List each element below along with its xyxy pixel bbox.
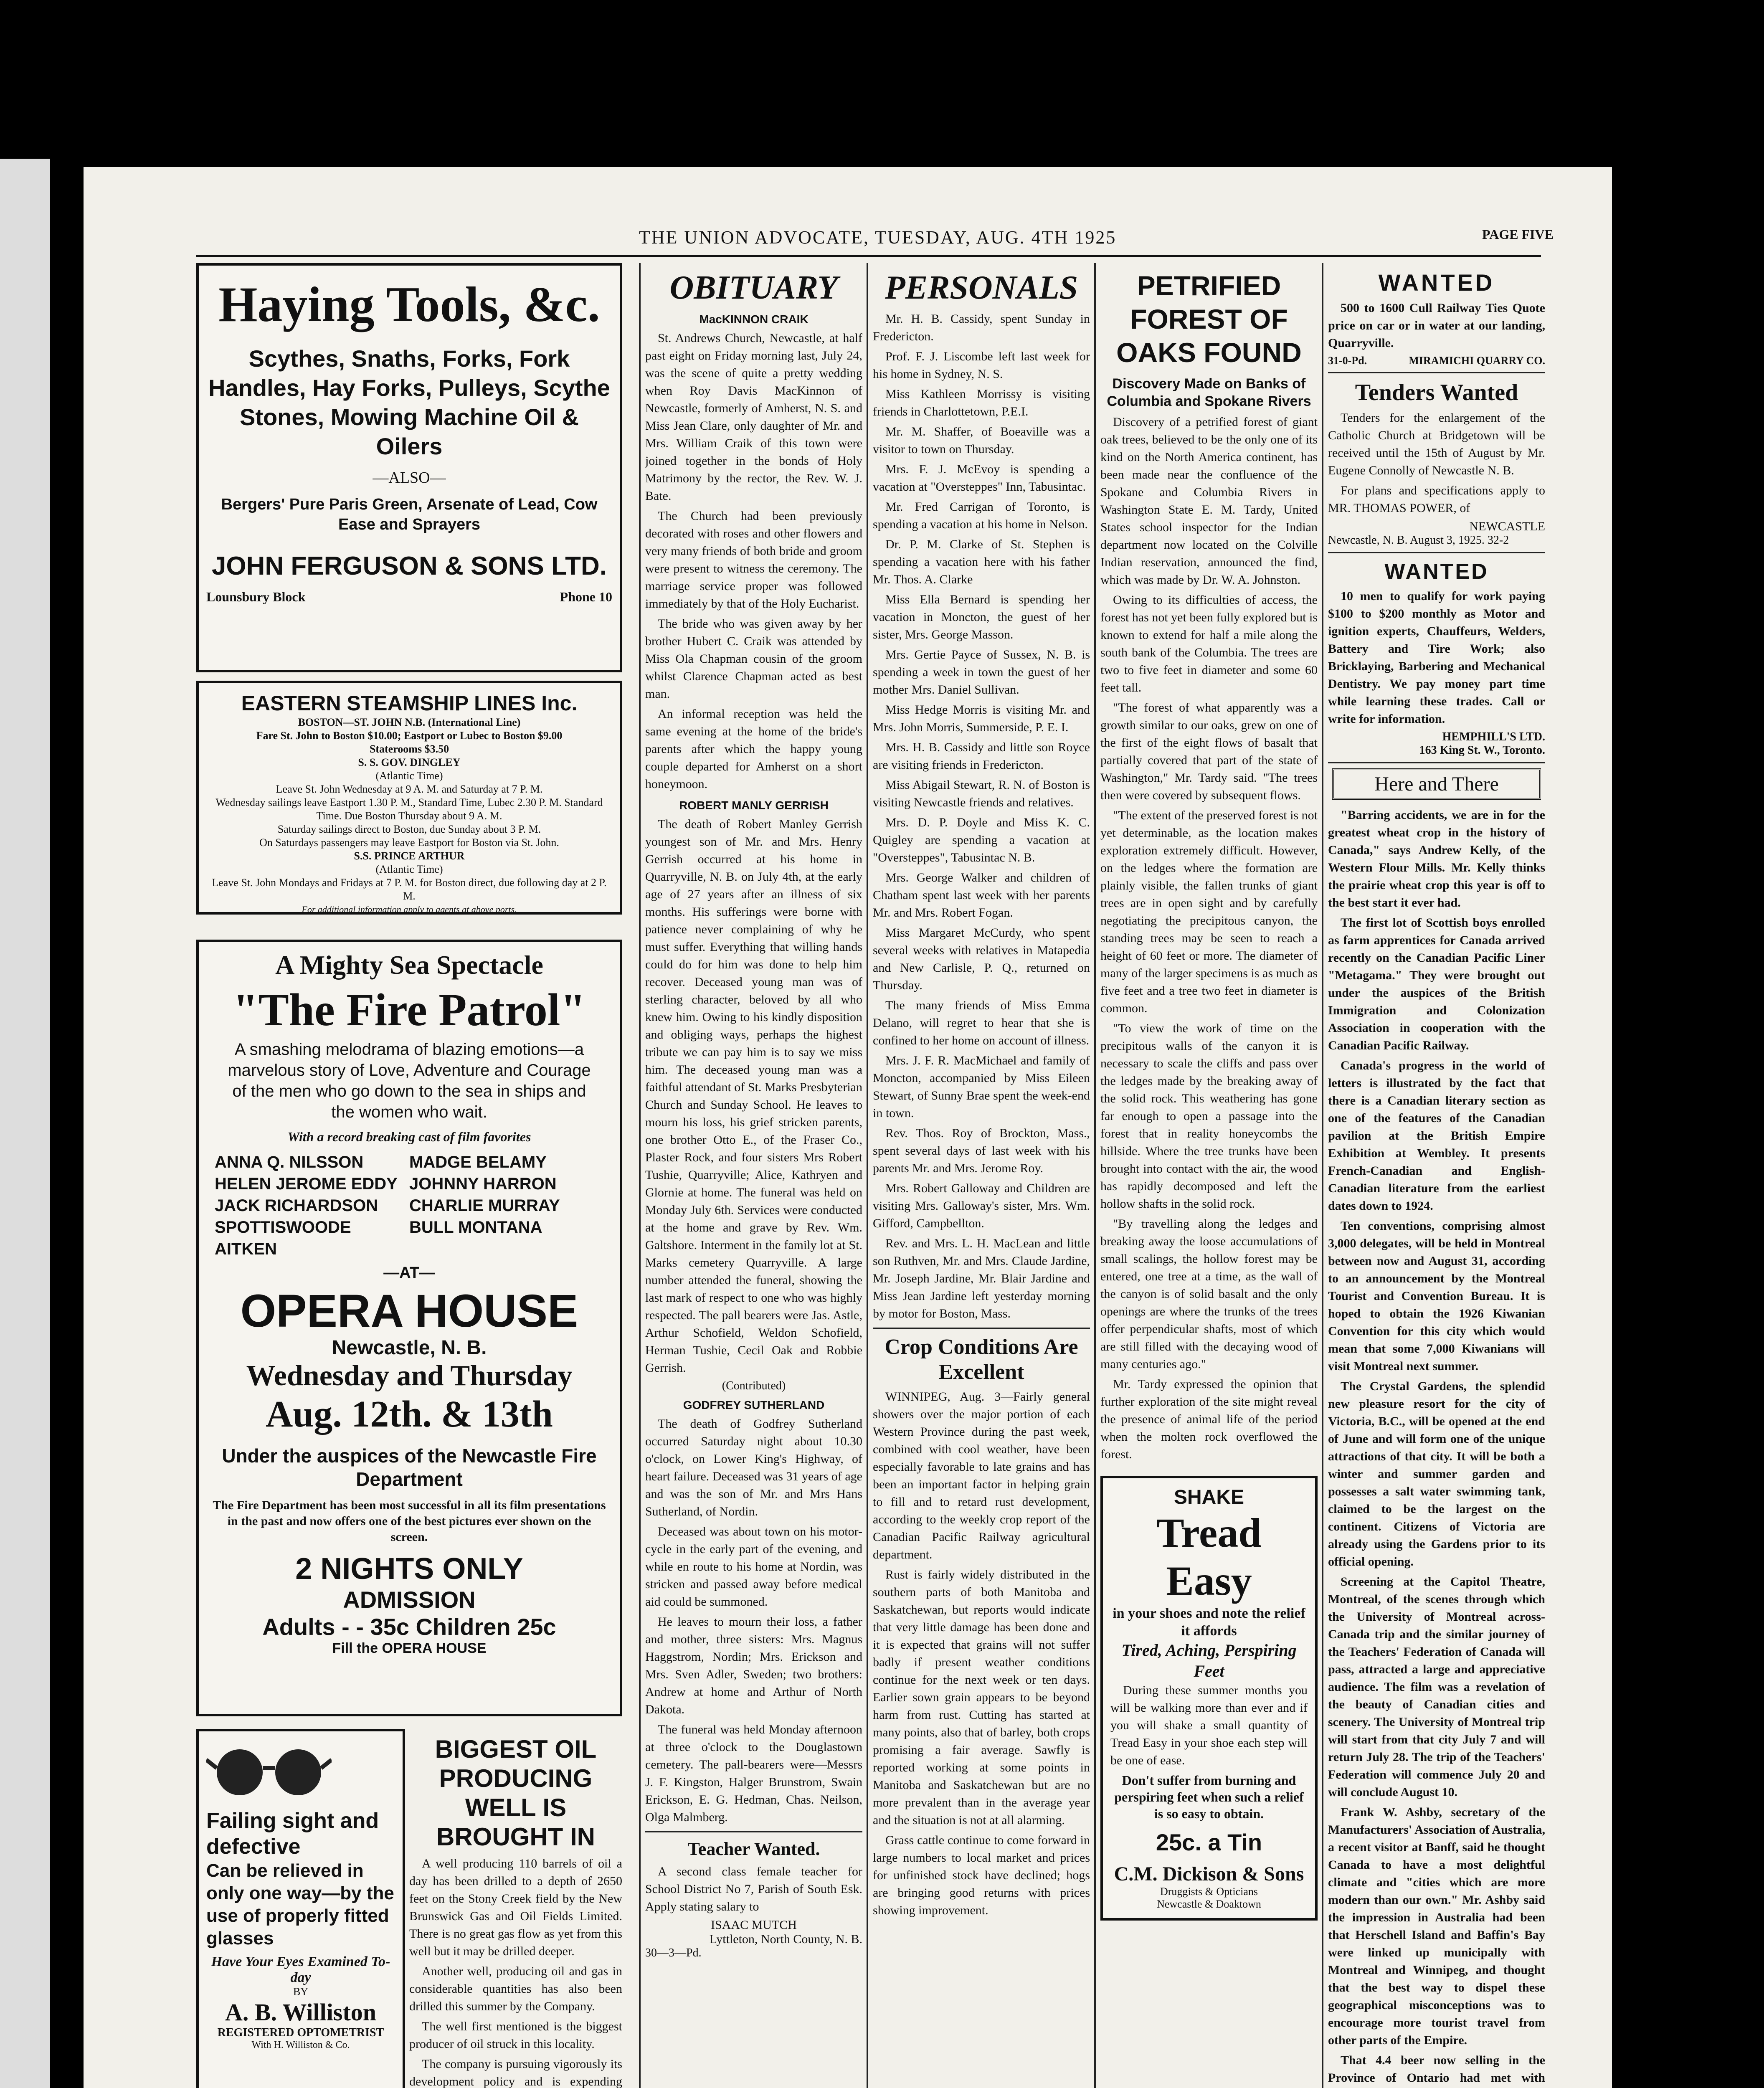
ad-opt-line2: Can be relieved in only one way—by the use of properly fitted glasses: [206, 1860, 394, 1949]
ad-tread-warn: Don't suffer from burning and perspiring feet when such a relief is so easy to obtain.: [1114, 1773, 1304, 1821]
personal-item: Prof. F. J. Liscombe left last week for his home in Sydney, N. S.: [873, 350, 1090, 381]
ad-opt-name: A. B. Williston: [225, 1999, 377, 2026]
ad-tread-loc: Newcastle & Doaktown: [1157, 1898, 1261, 1910]
here-item: Canada's progress in the world of letters is illustrated by the fact that there is a Canadian literary section as one of the features of the Canadian pavilion at the British Empire Exhibition at Wembley. It presents French-Canadian and English-Canadian literature from the earliest dates down to 1924.: [1328, 1059, 1545, 1213]
teacher-body: A second class female teacher for School District No 7, Parish of South Esk. Apply stating salary to: [645, 1865, 862, 1913]
forest-p7: Mr. Tardy expressed the opinion that further exploration of the site might reveal the presence of animal life of the period when the molten rock overflowed the forest.: [1100, 1377, 1318, 1461]
wanted1-company: MIRAMICHI QUARRY CO.: [1409, 355, 1545, 367]
here-and-there-title: Here and There: [1374, 773, 1499, 795]
personal-item: Mrs. Gertie Payce of Sussex, N. B. is spending a week in town the guest of her mother Mrs. Daniel Sullivan.: [873, 648, 1090, 697]
ad-opt-title: REGISTERED OPTOMETRIST: [217, 2026, 384, 2039]
ad-steamship: [196, 681, 622, 915]
personal-item: Dr. P. M. Clarke of St. Stephen is spending a vacation here with his father Mr. Thos. A. Clarke: [873, 537, 1090, 586]
divider: [1328, 372, 1545, 373]
crop-p1: WINNIPEG, Aug. 3—Fairly general showers over the major portion of each Western Province during the past week, combined with cool weather, have been especially favorable to late grains and has been an important factor in helping grain to fill and to retard rust development, according to the weekly crop report of the Canadian Pacific Railway agricultural department.: [873, 1390, 1090, 1561]
teacher-headline: Teacher Wanted.: [687, 1839, 820, 1859]
ad-opt-by: BY: [293, 1986, 309, 1998]
personals-header: PERSONALS: [885, 269, 1078, 306]
personal-item: Mr. M. Shaffer, of Boeaville was a visitor to town on Thursday.: [873, 425, 1090, 456]
ad-fire-dates: Aug. 12th. & 13th: [266, 1394, 553, 1435]
personal-item: Miss Kathleen Morrissy is visiting friends in Charlottetown, P.E.I.: [873, 387, 1090, 418]
wanted1-headline: WANTED: [1378, 269, 1495, 296]
ad-steamship-ship2: S.S. PRINCE ARTHUR: [354, 850, 465, 862]
ad-steamship-sched2: Wednesday sailings leave Eastport 1.30 P. M., Standard Time, Lubec 2.30 P. M. Standard Time. Due Boston Thursday about 9 A. M.: [215, 796, 603, 822]
forest-p4: "The extent of the preserved forest is not yet determinable, as the location makes exploration extremely difficult. However, on the ledges where the formation are plainly visible, the fallen trunks of giant trees are in open sight and by carefully negotiating the precipitous canyon, the standing trees may be seen to reach a height of 60 feet or more. The diameter of many of the larger specimens is as much as five feet and a tree two feet in diameter is common.: [1100, 808, 1318, 1015]
cast-member: JACK RICHARDSON: [215, 1196, 378, 1215]
ad-fire-patrol: [196, 940, 622, 1716]
divider: [1328, 552, 1545, 553]
column-divider: [1322, 263, 1323, 2088]
ad-fire-fill: Fill the OPERA HOUSE: [332, 1640, 487, 1656]
masthead-title: THE UNION ADVOCATE, TUESDAY, AUG. 4TH 1925: [639, 227, 1117, 248]
ad-tread-sub: Druggists & Opticians: [1160, 1885, 1258, 1898]
cast-member: JOHNNY HARRON: [409, 1175, 557, 1193]
ad-tread-easy: [1100, 1476, 1318, 1921]
here-item: That 4.4 beer now selling in the Province of Ontario had met with: [1328, 2053, 1545, 2085]
eyeglasses-icon: [206, 1743, 332, 1802]
personal-item: Miss Abigail Stewart, R. N. of Boston is visiting Newcastle friends and relatives.: [873, 778, 1090, 809]
tenders-plans: For plans and specifications apply to MR. THOMAS POWER, of: [1328, 484, 1545, 515]
ad-tread-company: C.M. Dickison & Sons: [1114, 1863, 1304, 1885]
ad-haying-company: JOHN FERGUSON & SONS LTD.: [211, 552, 607, 580]
ad-tread-into: in your shoes and note the relief it affords: [1113, 1606, 1305, 1639]
teacher-addr: Lyttleton, North County, N. B.: [709, 1932, 862, 1946]
forest-p3: "The forest of what apparently was a growth similar to our oaks, grew on one of the first of the eight flows of basalt that partially covered that part of the state of Washington," Mr. Tardy said. "The trees then were covered by subsequent flows.: [1100, 701, 1318, 802]
here-item: "Barring accidents, we are in for the greatest wheat crop in the history of Canada," says Andrew Kelly, of the Western Flour Mills. Mr. Kelly thinks the prairie wheat crop this year is off to the best start it ever had.: [1328, 808, 1545, 910]
personal-item: Mrs. H. B. Cassidy and little son Royce are visiting friends in Fredericton.: [873, 740, 1090, 772]
here-item: The first lot of Scottish boys enrolled as farm apprentices for Canada arrived recently on the Canadian Pacific Liner "Metagama." They were brought out under the auspices of the British Immigration and Colonization Association in cooperation with the Canadian Pacific Railway.: [1328, 916, 1545, 1052]
forest-headline: PETRIFIED FOREST OF OAKS FOUND: [1116, 270, 1302, 368]
personal-item: Mrs. J. F. R. MacMichael and family of Moncton, accompanied by Miss Eileen Stewart, of Sunny Brae spent the week-end in town.: [873, 1054, 1090, 1120]
masthead: [113, 223, 1554, 253]
forest-p1: Discovery of a petrified forest of giant oak trees, believed to be the only one of its kind on the North America continent, has been made near the confluence of the Spokane and Columbia Rivers in Washington State E. M. Tardy, United States school inspector for the Indian department now located on the Colville Indian reservation, announced the find, which was made by Dr. W. A. Johnston.: [1100, 415, 1318, 587]
ad-fire-pre: A Mighty Sea Spectacle: [275, 950, 543, 980]
ad-fire-nights: 2 NIGHTS ONLY: [295, 1552, 523, 1586]
ad-fire-note: The Fire Department has been most successful in all its film presentations in the past and now offers one of the best pictures ever shown on the screen.: [213, 1498, 606, 1544]
ad-haying-items: Scythes, Snaths, Forks, Fork Handles, Hay Forks, Pulleys, Scythe Stones, Mowing Machine Oil & Oilers: [208, 345, 610, 459]
wanted2-company: HEMPHILL'S LTD.: [1442, 730, 1545, 743]
wanted1-ref: 31-0-Pd.: [1328, 355, 1367, 367]
here-item: Frank W. Ashby, secretary of the Manufacturers' Association of Australia, a recent visitor at Banff, said he thought Canada to have a most delightful climate and "cities which are more modern than our own." Mr. Ashby said the impression in Australia had been that Herschell Island and Baffin's Bay were linked up municipally with Montreal and Winnipeg, and thought that the best way to dispel these geographical misconceptions was to encourage more tourist travel from other parts of the Empire.: [1328, 1805, 1545, 2047]
ad-steamship-sched1: Leave St. John Wednesday at 9 A. M. and Saturday at 7 P. M.: [276, 783, 543, 795]
ad-steamship-ship1-note: (Atlantic Time): [375, 770, 443, 782]
ad-fire-prices: Adults - - 35c Children 25c: [262, 1614, 556, 1640]
obituary-p7: Deceased was about town on his motor-cycle in the early part of the evening, and while en route to his home at Nordin, was stricken and passed away before medical aid could be summoned.: [645, 1525, 862, 1609]
obituary-sub2: ROBERT MANLY GERRISH: [679, 799, 829, 812]
obituary-p3: The bride who was given away by her brother Hubert C. Craik was attended by Miss Ola Chapman cousin of the groom whilst Clarence Chapman acted as best man.: [645, 617, 862, 701]
personal-item: Mrs. Robert Galloway and Children are visiting Mrs. Galloway's sister, Mrs. Wm. Gifford, Campbellton.: [873, 1181, 1090, 1230]
ad-tread-price: 25c. a Tin: [1156, 1829, 1262, 1855]
obituary-p4: An informal reception was held the same evening at the home of the bride's parents after which the happy young couple departed for Amherst on a short honeymoon.: [645, 707, 862, 791]
personal-item: Mrs. F. J. McEvoy is spending a vacation at "Oversteppes" Inn, Tabusintac.: [873, 462, 1090, 494]
ad-steamship-staterooms: Staterooms $3.50: [369, 743, 449, 755]
ad-steamship-ship1: S. S. GOV. DINGLEY: [358, 756, 461, 768]
cast-member: ANNA Q. NILSSON: [215, 1153, 364, 1171]
ad-steamship-sched4: On Saturdays passengers may leave Eastport for Boston via St. John.: [259, 836, 559, 849]
tenders-body: Tenders for the enlargement of the Catholic Church at Bridgetown will be received until the 15th of August by Mr. Eugene Connolly of Newcastle N. B.: [1328, 411, 1545, 477]
wanted2-body: 10 men to qualify for work paying $100 to $200 monthly as Motor and ignition experts, Chauffeurs, Welders, Battery and Tire Work; also Bricklaying, Barbering and Mechanical Dentistry. We pay money part time while learning these trades. Call or write for information.: [1328, 589, 1545, 726]
personal-item: Mr. H. B. Cassidy, spent Sunday in Fredericton.: [873, 312, 1090, 343]
cast-member: MADGE BELAMY: [409, 1153, 547, 1171]
ad-steamship-title: EASTERN STEAMSHIP LINES Inc.: [241, 692, 578, 715]
cast-member: SPOTTISWOODE AITKEN: [215, 1218, 351, 1258]
tenders-place: NEWCASTLE: [1469, 519, 1545, 533]
tenders-date: Newcastle, N. B. August 3, 1925. 32-2: [1328, 534, 1509, 547]
ad-steamship-route: BOSTON—ST. JOHN N.B. (International Line): [298, 716, 521, 728]
ad-haying-extra: Bergers' Pure Paris Green, Arsenate of Lead, Cow Ease and Sprayers: [221, 496, 598, 533]
ad-fire-cast-note: With a record breaking cast of film favorites: [287, 1129, 531, 1144]
ad-fire-title: "The Fire Patrol": [233, 984, 586, 1035]
masthead-rule: [196, 255, 1541, 257]
ad-steamship-footer: For additional information apply to agents at above ports.: [302, 904, 517, 915]
personal-item: Mrs. George Walker and children of Chatham spent last week with her parents Mr. and Mrs. Robert Fogan.: [873, 871, 1090, 920]
ad-fire-venue: OPERA HOUSE: [240, 1285, 578, 1337]
ad-steamship-fare: Fare St. John to Boston $10.00; Eastport or Lubec to Boston $9.00: [256, 730, 563, 742]
cast-member: HELEN JEROME EDDY: [215, 1175, 398, 1193]
ad-tread-tread: Tread: [1156, 1510, 1262, 1556]
ad-haying-phone: Phone 10: [560, 589, 612, 604]
ad-haying-tools: [196, 263, 622, 672]
bottom-left-row: [196, 1729, 622, 2088]
ad-haying-also: —ALSO—: [373, 469, 446, 487]
ad-haying-address: Lounsbury Block: [206, 589, 306, 604]
obituary-p8: He leaves to mourn their loss, a father and mother, three sisters: Mrs. Magnus Haggstrom, Nordin; Mrs. Erickson and Mrs. Sven Adler, Sweden; two brothers: Andrew at home and Arthur of North Dakota.: [645, 1615, 862, 1716]
obituary-p6: The death of Godfrey Sutherland occurred Saturday night about 10.30 o'clock, on Lower King's Highway, of heart failure. Deceased was 31 years of age and was the son of Mr. and Mrs Hans Sutherland, of Nordin.: [645, 1417, 862, 1518]
personal-item: Rev. Thos. Roy of Brockton, Mass., spent several days of last week with his parents Mr. and Mrs. Jerome Roy.: [873, 1126, 1090, 1175]
column-classifieds: [1328, 263, 1545, 2088]
here-item: Ten conventions, comprising almost 3,000 delegates, will be held in Montreal between now and August 31, according to an announcement by the Montreal Tourist and Convention Bureau. It is hoped to obtain the 1926 Kiwanian Convention for this city which would mean that some 7,000 Kiwanians will visit Montreal next summer.: [1328, 1219, 1545, 1373]
ad-fire-city: Newcastle, N. B.: [332, 1337, 487, 1359]
ad-haying-headline: Haying Tools, &c.: [218, 276, 600, 332]
ad-fire-cast: [206, 1151, 612, 1260]
personal-item: The many friends of Miss Emma Delano, will regret to hear that she is confined to her home on account of illness.: [873, 998, 1090, 1047]
ad-optometrist: [196, 1729, 405, 2088]
column-ads: [196, 263, 622, 2088]
ad-steamship-sched5: Leave St. John Mondays and Fridays at 7 P. M. for Boston direct, due following day at 2 P. M.: [212, 877, 607, 902]
ad-opt-line3: Have Your Eyes Examined To-day: [211, 1954, 390, 1985]
oil-headline: BIGGEST OIL PRODUCING WELL IS BROUGHT IN: [435, 1735, 597, 1851]
teacher-name: ISAAC MUTCH: [711, 1918, 797, 1932]
wanted1-body: 500 to 1600 Cull Railway Ties Quote price on car or in water at our landing, Quarryville.: [1328, 301, 1545, 350]
ad-fire-admission: ADMISSION: [343, 1586, 476, 1613]
ad-tread-tired: Tired, Aching, Perspiring Feet: [1121, 1641, 1297, 1680]
divider: [1328, 762, 1545, 763]
ad-fire-auspices: Under the auspices of the Newcastle Fire Department: [222, 1445, 597, 1490]
oil-article: [409, 1729, 622, 2088]
wanted2-addr: 163 King St. W., Toronto.: [1419, 744, 1545, 757]
forest-p6: "By travelling along the ledges and breaking away the loose accumulations of small scalings, the hollow forest may be entered, one tree at a time, as the wall of the canyon is of solid basalt and the only openings are where the trunks of the trees offer perpendicular shafts, most of which are still filled with the decaying wood of many centuries ago.": [1100, 1217, 1318, 1371]
teacher-ref: 30—3—Pd.: [645, 1946, 702, 1959]
here-item: Screening at the Capitol Theatre, Montreal, of the scenes through which the University of Montreal across-Canada trip and the similar journey of the Teachers' Federation of Canada will pass, attracted a large and appreciative audience. The film was a revelation of the beauty of Canadian cities and scenery. The University of Montreal trip will start from that city July 7 and will return July 28. The trip of the Teachers' Federation will commence July 20 and will conclude August 10.: [1328, 1575, 1545, 1799]
column-obituary: [645, 263, 862, 1960]
obituary-header: OBITUARY: [669, 269, 838, 306]
personal-item: Miss Margaret McCurdy, who spent several weeks with relatives in Matapedia and New Carlisle, P. Q., returned on Thursday.: [873, 926, 1090, 992]
obituary-p9: The funeral was held Monday afternoon at three o'clock to the Douglastown cemetery. The pall-bearers were—Messrs J. F. Kingston, Halger Brunstrom, Swain Erickson, E. G. Hedman, Chas. Neilson, Olga Malmberg.: [645, 1723, 862, 1824]
here-and-there-header: [1332, 768, 1541, 800]
divider: [645, 1831, 862, 1832]
column-personals: [873, 263, 1090, 1922]
ad-tread-body: During these summer months you will be walking more than ever and if you will shake a small quantity of Tread Easy in your shoe each step will be one of ease.: [1110, 1683, 1308, 1767]
forest-p2: Owing to its difficulties of access, the forest has not yet been fully explored but is known to extend for half a mile along the south bank of the Columbia. The trees are two to five feet in diameter and some 60 feet tall.: [1100, 593, 1318, 694]
ad-opt-line1: Failing sight and defective: [206, 1809, 379, 1859]
wanted1-footer: [1328, 355, 1545, 367]
cast-member: BULL MONTANA: [409, 1218, 542, 1237]
obituary-contributed: (Contributed): [722, 1379, 786, 1392]
page-number: PAGE FIVE: [1482, 227, 1554, 242]
oil-p1: A well producing 110 barrels of oil a day has been drilled to a depth of 2650 feet on the Stony Creek field by the New Brunswick Gas and Oil Fields Limited. There is no great gas flow as yet from this well but it may be drilled deeper.: [409, 1857, 622, 1958]
column-divider: [867, 263, 868, 2088]
ad-steamship-ship2-note: (Atlantic Time): [375, 863, 443, 875]
crop-headline: Crop Conditions Are Excellent: [885, 1335, 1078, 1384]
personal-item: Mr. Fred Carrigan of Toronto, is spending a vacation at his home in Nelson.: [873, 500, 1090, 531]
adjacent-page-strip: [0, 159, 50, 2088]
column-forest: [1100, 263, 1318, 1929]
ad-fire-at: —AT—: [383, 1264, 435, 1282]
ad-fire-days: Wednesday and Thursday: [246, 1360, 573, 1392]
here-item: The Crystal Gardens, the splendid new pleasure resort for the city of Victoria, B.C., will be opened at the end of June and will form one of the unique attractions of that city. It will be both a winter and summer garden and possesses a salt water swimming tank, claimed to be the largest on the continent. Citizens of Victoria are already using the Gardens prior to its official opening.: [1328, 1379, 1545, 1569]
crop-p3: Grass cattle continue to come forward in large numbers to local market and prices for unfinished stock have declined; hogs are bringing good returns with prices showing improvement.: [873, 1833, 1090, 1917]
personal-item: Miss Hedge Morris is visiting Mr. and Mrs. John Morris, Summerside, P. E. I.: [873, 703, 1090, 734]
ad-tread-shake: SHAKE: [1173, 1486, 1244, 1508]
divider: [873, 1328, 1090, 1329]
personals-list: [873, 310, 1090, 1323]
obituary-sub1: MacKINNON CRAIK: [699, 313, 808, 326]
obituary-p1: St. Andrews Church, Newcastle, at half past eight on Friday morning last, July 24, was the scene of quite a pretty wedding when Roy Davis MacKinnon of Newcastle, formerly of Amherst, N. S. and Miss Jean Clare, only daughter of Mr. and Mrs. William Craik of this town were joined together in the bonds of Holy Matrimony by the rector, the Rev. W. J. Bate.: [645, 331, 862, 503]
forest-p5: "To view the work of time on the precipitous walls of the canyon it is necessary to scale the cliffs and pass over the ledges made by the breaking away of the solid rock. This weathering has gone far enough to open a passage into the forest that in reality honeycombs the hillside. Where the tree trunks have been brought into contact with the air, the wood has rapidly decomposed and left the hollow shafts in the solid rock.: [1100, 1021, 1318, 1211]
obituary-p2: The Church had been previously decorated with roses and other flowers and very many friends of both bride and groom were present to witness the ceremony. The marriage service proper was followed immediately by that of the Holy Eucharist.: [645, 509, 862, 611]
obituary-p5: The death of Robert Manley Gerrish youngest son of Mr. and Mrs. Henry Gerrish occurred at his home in Quarryville, N. B. on July 4th, at the early age of 27 years after an illness of six months. His sufferings were borne with patience never complaining of why he must suffer. Everything that willing hands could do for him was done to help him recover. Deceased young man was of sterling character, beloved by all who knew him. Owing to his kindly disposition and obliging ways, perhaps the highest tribute we can pay him is to say we miss him. The deceased young man was a faithful attendant of St. Marks Presbyterian Church and Sunday School. He leaves to mourn his loss, his grief stricken parents, one brother Otto E., of the Fraser Co., Plaster Rock, and four sisters Mrs Robert Tushie, Quarryville; Alice, Kathryen and Glornie at home. The funeral was held on Monday July 6th. Services were conducted at the home and grave by Rev. Wm. Galtshore. Interment in the family lot at St. Marks cemetery Quarryville. A large number attended the funeral, showing the last mark of respect to one who was highly respected. The pall bearers were Jas. Astle, Arthur Schofield, Weldon Schofield, Herman Tushie, Cecil Oak and Robbie Gerrish.: [645, 817, 862, 1375]
personal-item: Mrs. D. P. Doyle and Miss K. C. Quigley are spending a vacation at "Oversteppes", Tabusintac N. B.: [873, 816, 1090, 864]
column-divider: [1094, 263, 1096, 2088]
forest-sub: Discovery Made on Banks of Columbia and Spokane Rivers: [1107, 376, 1311, 409]
cast-member: CHARLIE MURRAY: [409, 1196, 560, 1215]
column-divider: [639, 263, 641, 2088]
ad-opt-with: With H. Williston & Co.: [251, 2040, 350, 2050]
ad-steamship-sched3: Saturday sailings direct to Boston, due Sunday about 3 P. M.: [277, 823, 541, 835]
obituary-sub3: GODFREY SUTHERLAND: [683, 1399, 825, 1411]
personal-item: Rev. and Mrs. L. H. MacLean and little son Ruthven, Mr. and Mrs. Claude Jardine, Mr. Joseph Jardine, Mr. Blair Jardine and Miss Jean Jardine left yesterday morning by motor for Boston, Mass.: [873, 1237, 1090, 1320]
ad-tread-easy-word: Easy: [1166, 1558, 1252, 1604]
oil-p4: The company is pursuing vigorously its development policy and is expending: [409, 2057, 622, 2088]
crop-p2: Rust is fairly widely distributed in the southern parts of both Manitoba and Saskatchewan, but reports would indicate that very little damage has been done and it is expected that grains will not suffer badly if present weather conditions continue for the next week or ten days. Earlier sown grain appears to be beyond harm from rust. Cutting has started at many points, also that of barley, both crops promising a fair average. Sawfly is reported working at some points in Manitoba and Saskatchewan but are no more prevalent than in the average year and the situation is not at all alarming.: [873, 1568, 1090, 1827]
wanted2-headline: WANTED: [1384, 560, 1489, 584]
ad-fire-desc: A smashing melodrama of blazing emotions—a marvelous story of Love, Adventure and Courage of the men who go down to the sea in ships and the women who wait.: [228, 1040, 591, 1121]
ad-haying-footer: [206, 589, 612, 605]
personal-item: Miss Ella Bernard is spending her vacation in Moncton, the guest of her sister, Mrs. George Masson.: [873, 593, 1090, 641]
oil-p3: The well first mentioned is the biggest producer of oil struck in this locality.: [409, 2020, 622, 2051]
here-and-there-list: [1328, 806, 1545, 2088]
oil-p2: Another well, producing oil and gas in considerable quantities has also been drilled this summer by the Company.: [409, 1964, 622, 2013]
tenders-headline: Tenders Wanted: [1355, 380, 1518, 405]
